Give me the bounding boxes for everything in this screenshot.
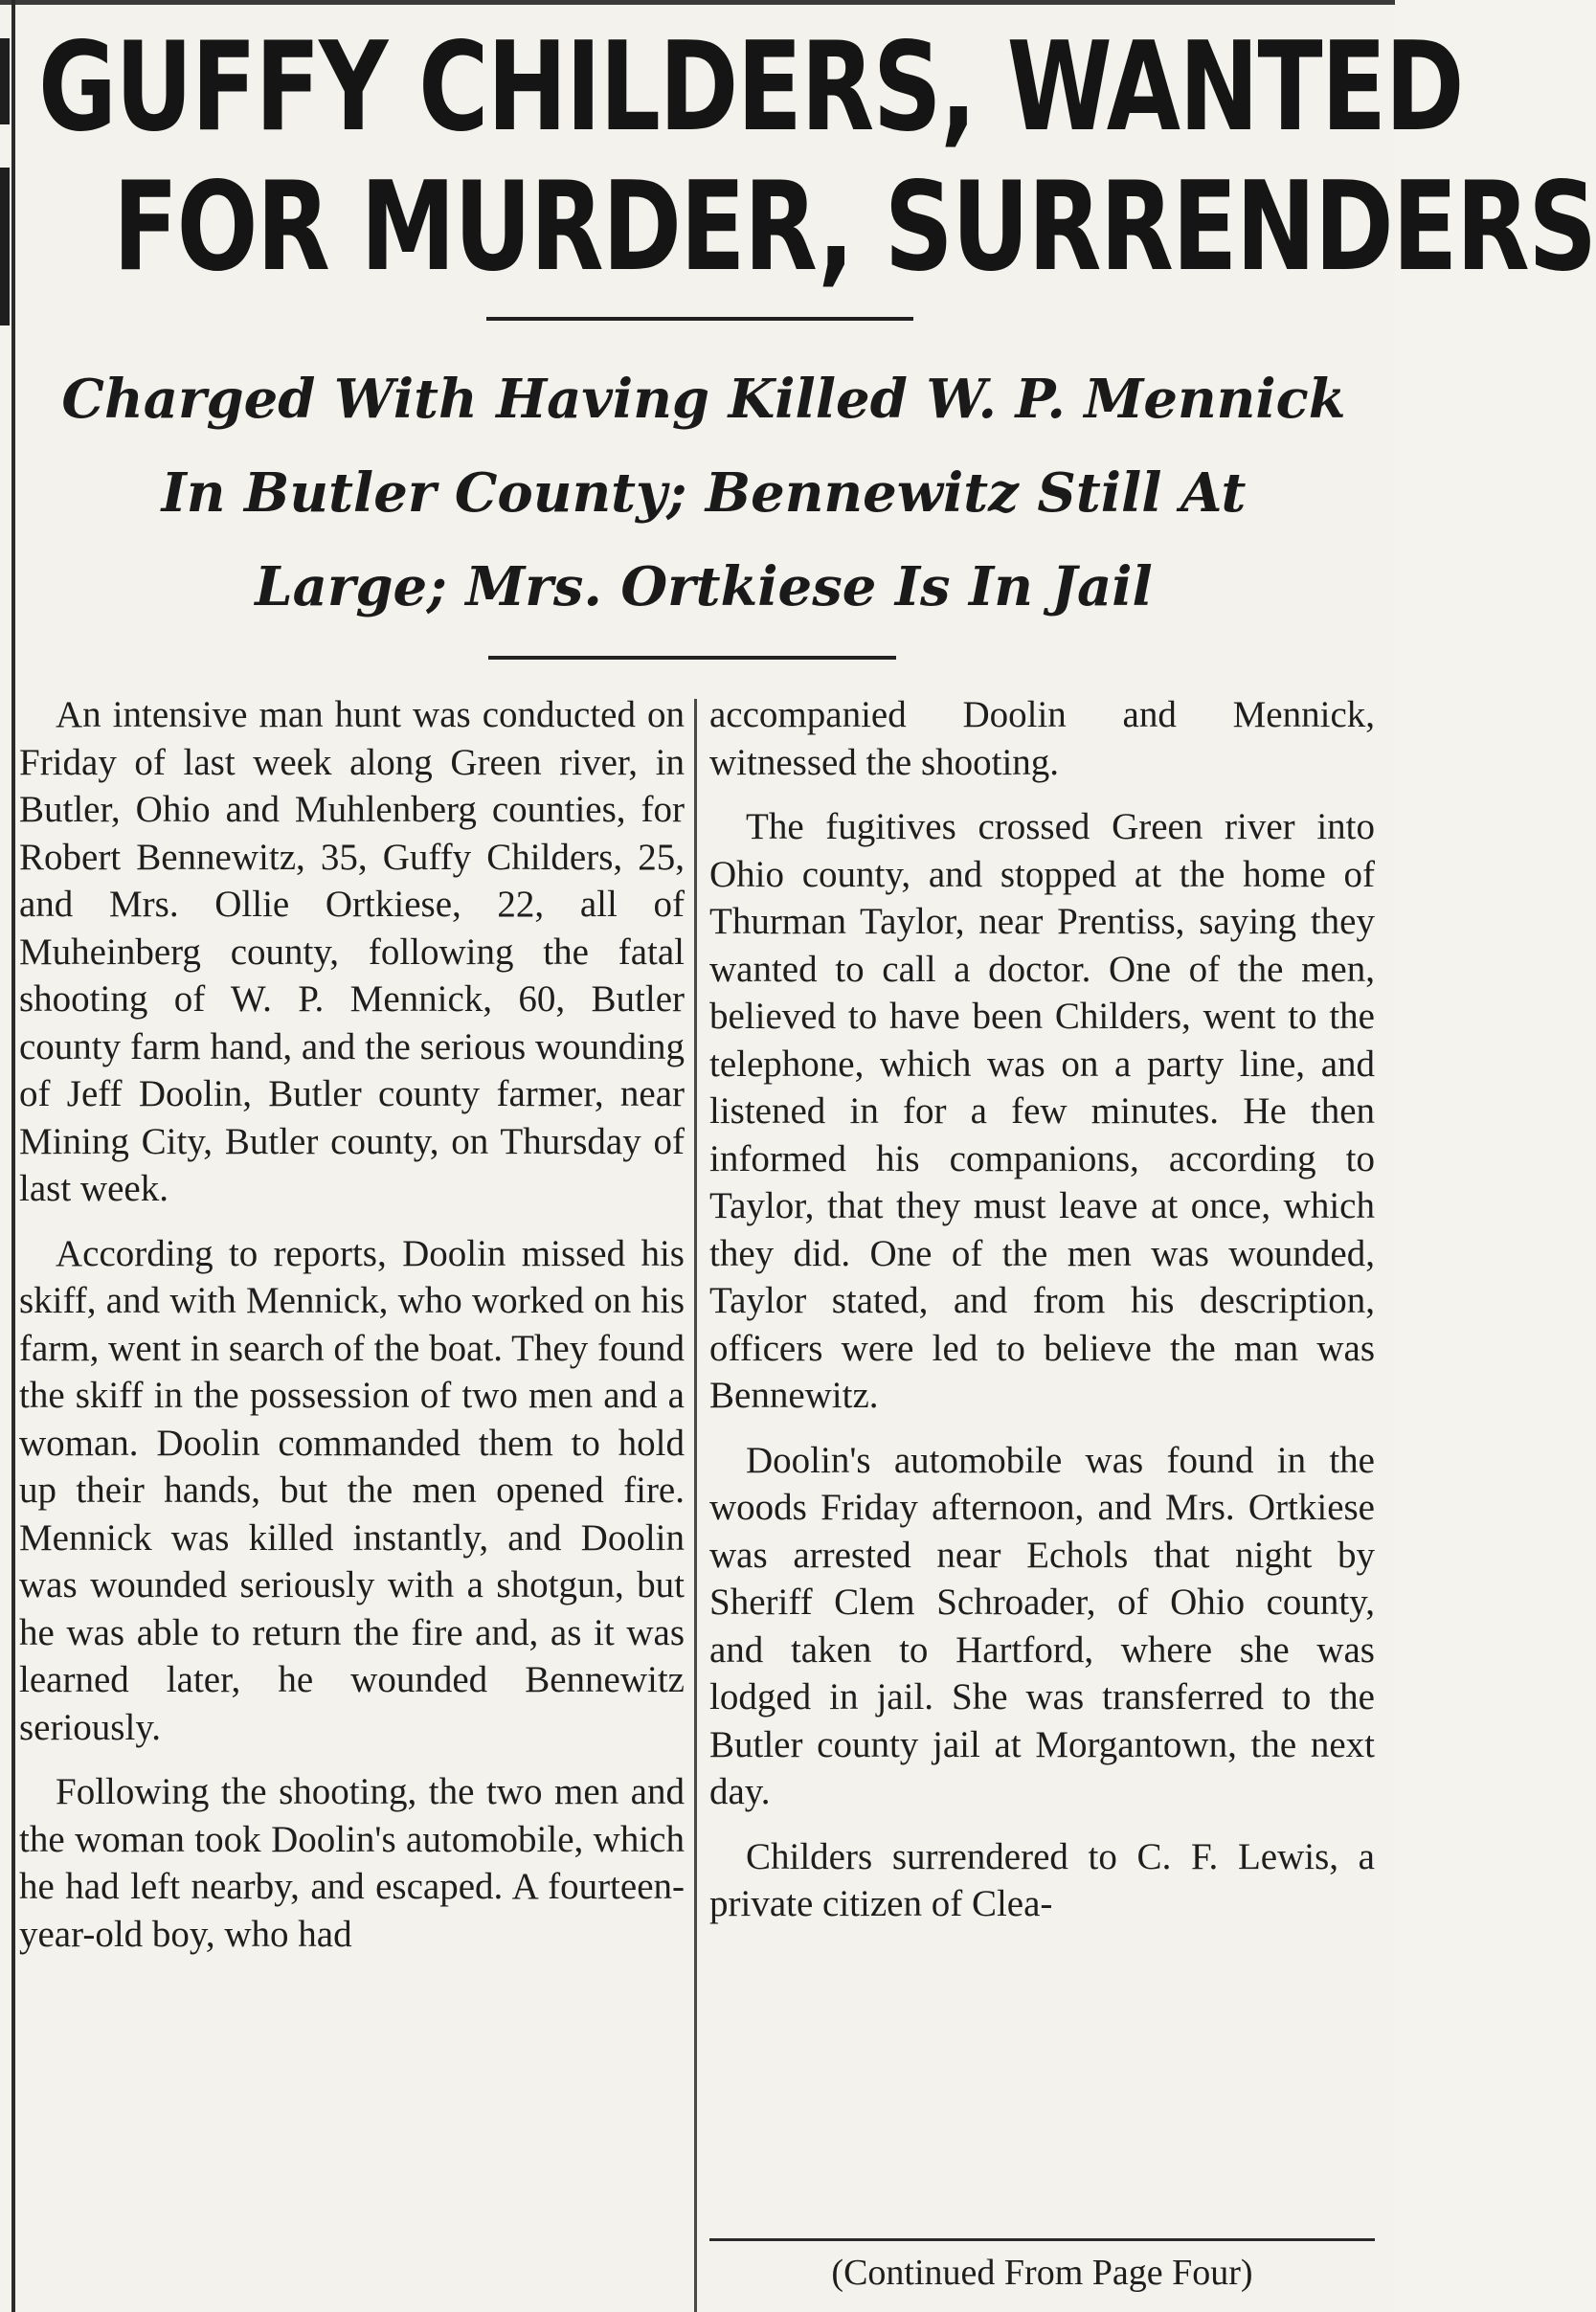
adjacent-column-fragment bbox=[0, 38, 10, 325]
article-paragraph: Childers surrendered to C. F. Lewis, a private citizen of Clea- bbox=[709, 1835, 1375, 1924]
deck-line-2: In Butler County; Bennewitz Still At bbox=[161, 461, 1247, 525]
article-paragraph: An intensive man hunt was conducted on Friday of last week along Green river, in Butler, Ohio and Muhlenberg counties, for Robert Bennewitz, 35, Guffy Childers, 25, and Mrs. Ollie Ortkiese, 22, all of Muheinberg county, following the fatal shooting of W. P. Mennick, 60, Butler county farm hand, and the serious wounding of Jeff Doolin, Butler county farmer, near Mining City, Butler county, on Thursday of last week. bbox=[19, 694, 685, 1209]
article-column-left bbox=[19, 691, 685, 1975]
headline-divider-rule bbox=[486, 317, 913, 321]
headline-line-1: GUFFY CHILDERS, WANTED bbox=[38, 16, 1463, 159]
headline-line-2: FOR MURDER, SURRENDERS bbox=[113, 156, 1596, 299]
left-column-rule bbox=[11, 0, 15, 2312]
article-paragraph: Following the shooting, the two men and the woman took Doolin's automobile, which he had left nearby, and escaped. A fourteen-year-old boy, who had bbox=[19, 1771, 685, 1955]
article-paragraph: According to reports, Doolin missed his skiff, and with Mennick, who worked on his farm, went in search of the boat. They found the skiff in the possession of two men and a woman. Doolin commanded them to hold up their hands, but the men opened fire. Mennick was killed instantly, and Doolin was wounded seriously with a shotgun, but he was able to return the fire and, as it was learned later, he wounded Bennewitz seriously. bbox=[19, 1232, 685, 1748]
continued-divider-rule bbox=[709, 2238, 1375, 2241]
article-paragraph: accompanied Doolin and Mennick, witnessed the shooting. bbox=[709, 694, 1375, 783]
deck-line-3: Large; Mrs. Ortkiese Is In Jail bbox=[255, 555, 1153, 618]
subheadline-deck bbox=[19, 352, 1388, 634]
continued-from-page-note: (Continued From Page Four) bbox=[831, 2253, 1253, 2293]
article-paragraph: The fugitives crossed Green river into Ohio county, and stopped at the home of Thurman Taylor, near Prentiss, saying they wanted to call a doctor. One of the men, believed to have been Childers, went to the telephone, which was on a party line, and listened in for a few minutes. He then informed his companions, according to Taylor, that they must leave at once, which they did. One of the men was wounded, Taylor stated, and from his description, officers were led to believe the man was Bennewitz. bbox=[709, 806, 1375, 1416]
column-divider bbox=[694, 699, 697, 2312]
deck-divider-rule bbox=[488, 656, 896, 660]
top-border-rule bbox=[0, 0, 1395, 5]
article-column-right bbox=[709, 691, 1375, 1945]
deck-line-1: Charged With Having Killed W. P. Mennick bbox=[61, 368, 1346, 431]
article-paragraph: Doolin's automobile was found in the woods Friday afternoon, and Mrs. Ortkiese was arrested near Echols that night by Sheriff Clem Schroader, of Ohio county, and taken to Hartford, where she was lodged in jail. She was transferred to the Butler county jail at Morgantown, the next day. bbox=[709, 1439, 1375, 1812]
